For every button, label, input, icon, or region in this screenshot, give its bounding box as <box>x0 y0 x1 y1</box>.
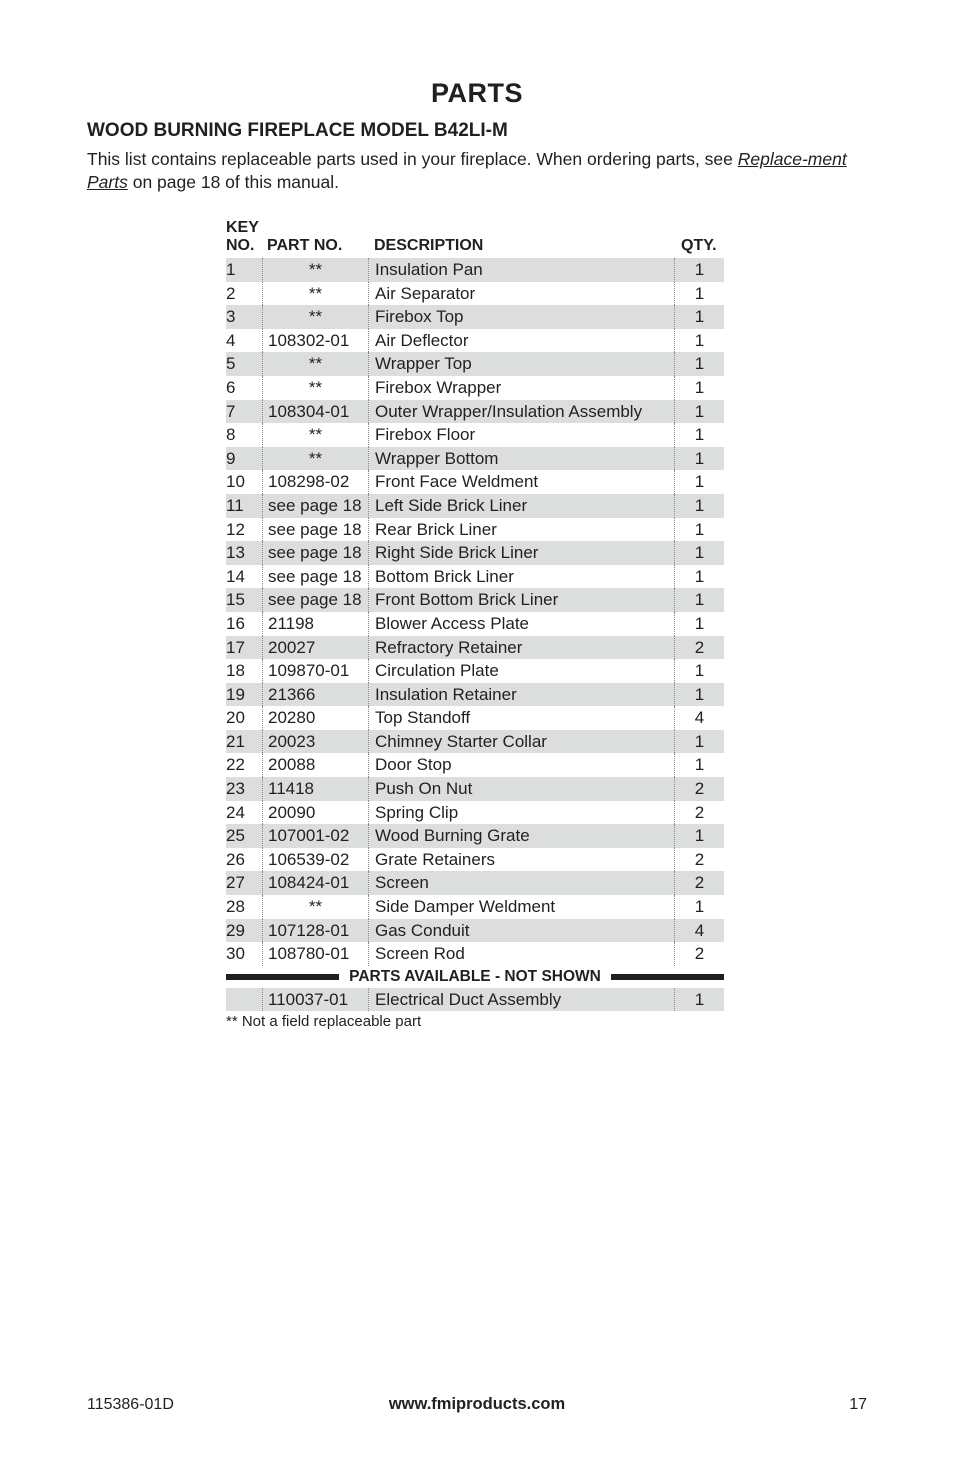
key-cell: 28 <box>226 897 245 917</box>
table-row <box>226 801 724 825</box>
part-no-cell: 21198 <box>262 612 368 636</box>
description-cell: Firebox Wrapper <box>368 376 674 400</box>
key-cell: 22 <box>226 755 245 775</box>
description-cell: Firebox Floor <box>368 423 674 447</box>
qty-cell: 2 <box>674 871 724 895</box>
description-cell: Spring Clip <box>368 801 674 825</box>
qty-cell: 2 <box>674 636 724 660</box>
part-no-cell: 107128-01 <box>262 919 368 943</box>
key-cell: 17 <box>226 637 245 657</box>
description-cell: Blower Access Plate <box>368 612 674 636</box>
table-row <box>226 871 724 895</box>
table-row <box>226 895 724 919</box>
part-no-cell: 21366 <box>262 683 368 707</box>
key-cell: 1 <box>226 260 236 279</box>
table-row <box>226 988 724 1012</box>
key-cell: 4 <box>226 330 236 350</box>
description-cell: Circulation Plate <box>368 659 674 683</box>
description-cell: Bottom Brick Liner <box>368 565 674 589</box>
key-cell: 7 <box>226 401 236 421</box>
qty-cell: 1 <box>674 258 724 282</box>
key-cell: 15 <box>226 590 245 610</box>
key-cell: 29 <box>226 920 245 940</box>
part-no-cell: 108780-01 <box>262 942 368 966</box>
table-row <box>226 706 724 730</box>
table-row <box>226 423 724 447</box>
table-row <box>226 636 724 660</box>
part-no-cell: ** <box>262 305 368 329</box>
part-no-cell: 11418 <box>262 777 368 801</box>
description-cell: Air Separator <box>368 282 674 306</box>
parts-table <box>226 218 724 1011</box>
qty-cell: 1 <box>674 518 724 542</box>
table-row <box>226 494 724 518</box>
intro-text-after: on page 18 of this manual. <box>127 172 339 192</box>
part-no-cell: 108298-02 <box>262 470 368 494</box>
key-cell: 9 <box>226 448 236 468</box>
qty-cell: 1 <box>674 753 724 777</box>
part-no-cell: 108424-01 <box>262 871 368 895</box>
separator-bar-right <box>611 974 724 980</box>
part-no-cell: 110037-01 <box>262 988 368 1012</box>
qty-cell: 1 <box>674 659 724 683</box>
key-cell: 2 <box>226 283 236 303</box>
table-row <box>226 848 724 872</box>
description-cell: Door Stop <box>368 753 674 777</box>
part-no-cell: ** <box>262 352 368 376</box>
description-cell: Wood Burning Grate <box>368 824 674 848</box>
separator-bar-left <box>226 974 339 980</box>
description-cell: Front Bottom Brick Liner <box>368 588 674 612</box>
qty-cell: 1 <box>674 400 724 424</box>
key-cell: 25 <box>226 826 245 846</box>
description-cell: Front Face Weldment <box>368 470 674 494</box>
description-cell: Right Side Brick Liner <box>368 541 674 565</box>
extra-table-body <box>226 988 724 1012</box>
website-link[interactable]: www.fmiproducts.com <box>388 1395 566 1413</box>
description-cell: Air Deflector <box>368 329 674 353</box>
table-row <box>226 919 724 943</box>
qty-cell: 1 <box>674 588 724 612</box>
qty-cell: 1 <box>674 329 724 353</box>
table-body <box>226 258 724 966</box>
table-row <box>226 352 724 376</box>
part-no-cell: 106539-02 <box>262 848 368 872</box>
qty-cell: 1 <box>674 730 724 754</box>
header-qty: QTY. <box>681 237 717 254</box>
page-title: PARTS <box>430 78 523 108</box>
qty-cell: 2 <box>674 848 724 872</box>
part-no-cell: see page 18 <box>262 518 368 542</box>
qty-cell: 1 <box>674 352 724 376</box>
key-cell: 6 <box>226 377 236 397</box>
qty-cell: 2 <box>674 942 724 966</box>
qty-cell: 1 <box>674 282 724 306</box>
key-cell: 30 <box>226 944 245 964</box>
description-cell: Firebox Top <box>368 305 674 329</box>
table-row <box>226 777 724 801</box>
intro-paragraph <box>87 148 877 194</box>
description-cell: Top Standoff <box>368 706 674 730</box>
table-row <box>226 305 724 329</box>
description-cell: Insulation Pan <box>368 258 674 282</box>
part-no-cell: ** <box>262 423 368 447</box>
table-row <box>226 824 724 848</box>
table-row <box>226 470 724 494</box>
table-row <box>226 753 724 777</box>
qty-cell: 1 <box>674 494 724 518</box>
table-row <box>226 659 724 683</box>
description-cell: Wrapper Top <box>368 352 674 376</box>
key-cell: 14 <box>226 566 245 586</box>
qty-cell: 1 <box>674 895 724 919</box>
key-cell: 23 <box>226 779 245 799</box>
part-no-cell: 20280 <box>262 706 368 730</box>
qty-cell: 1 <box>674 565 724 589</box>
description-cell: Grate Retainers <box>368 848 674 872</box>
qty-cell: 1 <box>674 470 724 494</box>
description-cell: Refractory Retainer <box>368 636 674 660</box>
table-row <box>226 588 724 612</box>
table-row <box>226 282 724 306</box>
qty-cell: 1 <box>674 447 724 471</box>
key-cell <box>226 988 262 1012</box>
part-no-cell: 20090 <box>262 801 368 825</box>
part-no-cell: see page 18 <box>262 588 368 612</box>
qty-cell: 1 <box>674 541 724 565</box>
separator-label: PARTS AVAILABLE - NOT SHOWN <box>349 967 601 985</box>
table-row <box>226 942 724 966</box>
qty-cell: 1 <box>674 824 724 848</box>
part-no-cell: ** <box>262 282 368 306</box>
qty-cell: 1 <box>674 988 724 1012</box>
description-cell: Push On Nut <box>368 777 674 801</box>
table-row <box>226 258 724 282</box>
key-cell: 21 <box>226 731 245 751</box>
qty-cell: 1 <box>674 612 724 636</box>
replacement-parts-link[interactable]: Replace-ment Parts <box>87 149 847 192</box>
key-cell: 27 <box>226 873 245 893</box>
part-no-cell: ** <box>262 258 368 282</box>
part-no-cell: ** <box>262 895 368 919</box>
part-no-cell: 108304-01 <box>262 400 368 424</box>
part-no-cell: 108302-01 <box>262 329 368 353</box>
description-cell: Left Side Brick Liner <box>368 494 674 518</box>
header-no: NO. <box>226 237 255 254</box>
table-row <box>226 329 724 353</box>
key-cell: 3 <box>226 307 236 327</box>
qty-cell: 1 <box>674 423 724 447</box>
table-header <box>226 218 724 258</box>
qty-cell: 1 <box>674 683 724 707</box>
key-cell: 5 <box>226 354 236 374</box>
description-cell: Outer Wrapper/Insulation Assembly <box>368 400 674 424</box>
footnote: ** Not a field replaceable part <box>226 1013 422 1030</box>
table-row <box>226 612 724 636</box>
key-cell: 18 <box>226 661 245 681</box>
key-cell: 19 <box>226 684 245 704</box>
table-row <box>226 400 724 424</box>
description-cell: Side Damper Weldment <box>368 895 674 919</box>
qty-cell: 4 <box>674 919 724 943</box>
header-description: DESCRIPTION <box>374 237 484 254</box>
part-no-cell: ** <box>262 447 368 471</box>
section-heading: WOOD BURNING FIREPLACE MODEL B42LI-M <box>87 120 508 141</box>
qty-cell: 2 <box>674 777 724 801</box>
table-row <box>226 683 724 707</box>
intro-text-before: This list contains replaceable parts used in your fireplace. When ordering parts, see <box>87 149 738 169</box>
key-cell: 11 <box>226 495 244 515</box>
table-row <box>226 447 724 471</box>
qty-cell: 1 <box>674 305 724 329</box>
part-no-cell: see page 18 <box>262 541 368 565</box>
description-cell: Electrical Duct Assembly <box>368 988 674 1012</box>
table-row <box>226 376 724 400</box>
part-no-cell: 20023 <box>262 730 368 754</box>
key-cell: 8 <box>226 425 236 445</box>
table-row <box>226 518 724 542</box>
description-cell: Rear Brick Liner <box>368 518 674 542</box>
qty-cell: 2 <box>674 801 724 825</box>
qty-cell: 4 <box>674 706 724 730</box>
part-no-cell: see page 18 <box>262 565 368 589</box>
key-cell: 16 <box>226 613 245 633</box>
key-cell: 20 <box>226 708 245 728</box>
header-key: KEY <box>226 219 259 236</box>
part-no-cell: 20027 <box>262 636 368 660</box>
description-cell: Chimney Starter Collar <box>368 730 674 754</box>
doc-number: 115386-01D <box>87 1396 174 1413</box>
key-cell: 24 <box>226 802 245 822</box>
header-part-no: PART NO. <box>267 237 343 254</box>
key-cell: 12 <box>226 519 245 539</box>
part-no-cell: 20088 <box>262 753 368 777</box>
description-cell: Screen <box>368 871 674 895</box>
table-row <box>226 541 724 565</box>
not-shown-separator <box>226 966 724 988</box>
part-no-cell: ** <box>262 376 368 400</box>
table-row <box>226 565 724 589</box>
key-cell: 26 <box>226 849 245 869</box>
qty-cell: 1 <box>674 376 724 400</box>
description-cell: Gas Conduit <box>368 919 674 943</box>
key-cell: 13 <box>226 543 245 563</box>
part-no-cell: 107001-02 <box>262 824 368 848</box>
page-number: 17 <box>849 1396 867 1413</box>
table-row <box>226 730 724 754</box>
part-no-cell: 109870-01 <box>262 659 368 683</box>
description-cell: Wrapper Bottom <box>368 447 674 471</box>
description-cell: Screen Rod <box>368 942 674 966</box>
description-cell: Insulation Retainer <box>368 683 674 707</box>
key-cell: 10 <box>226 472 245 492</box>
part-no-cell: see page 18 <box>262 494 368 518</box>
